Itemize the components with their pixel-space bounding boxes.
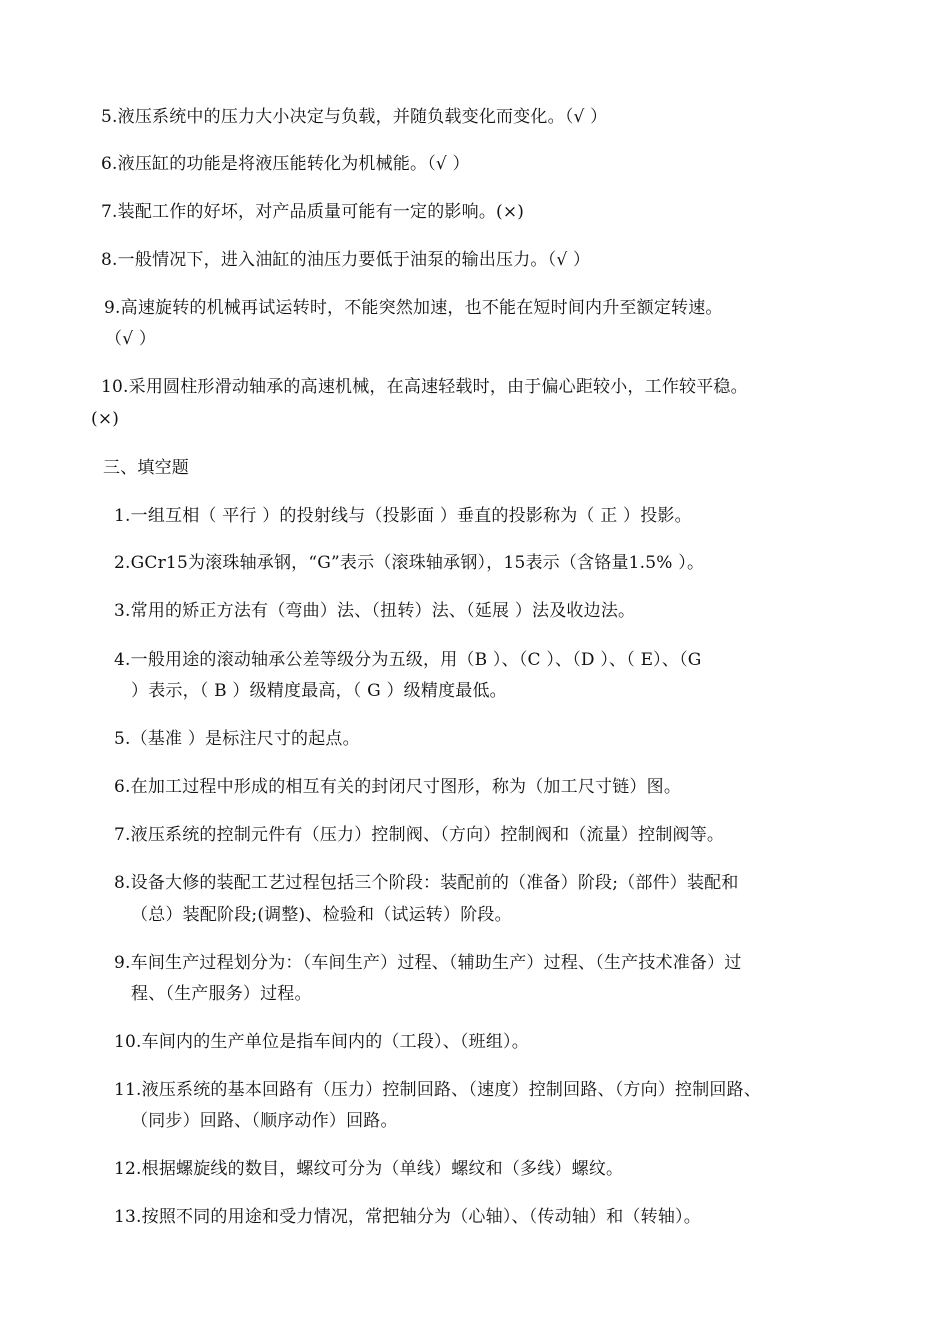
section-title: 三、填空题 [103, 458, 189, 478]
fill-item-9-line-1: 9.车间生产过程划分为：（车间生产）过程、（辅助生产）过程、（生产技术准备）过 [114, 953, 742, 973]
fill-item-1: 1.一组互相（ 平行 ）的投射线与（投影面 ）垂直的投影称为（ 正 ）投影。 [114, 506, 692, 526]
judgement-item-10-line-2: (×) [91, 409, 120, 429]
judgement-item-10-line-1: 10.采用圆柱形滑动轴承的高速机械，在高速轻载时，由于偏心距较小，工作较平稳。 [101, 377, 748, 397]
fill-item-7: 7.液压系统的控制元件有（压力）控制阀、（方向）控制阀和（流量）控制阀等。 [114, 825, 725, 845]
judgement-item-9-line-1: 9.高速旋转的机械再试运转时，不能突然加速，也不能在短时间内升至额定转速。 [104, 298, 723, 318]
fill-item-8-line-2: （总）装配阶段;(调整)、检验和（试运转）阶段。 [131, 905, 512, 925]
judgement-item-6: 6.液压缸的功能是将液压能转化为机械能。（√ ） [101, 154, 470, 174]
fill-item-12: 12.根据螺旋线的数目，螺纹可分为（单线）螺纹和（多线）螺纹。 [114, 1159, 624, 1179]
fill-item-4-line-2: ）表示，（ B ）级精度最高，（ G ）级精度最低。 [131, 681, 507, 701]
judgement-item-7: 7.装配工作的好坏，对产品质量可能有一定的影响。(×) [101, 202, 525, 222]
fill-item-4-line-1: 4.一般用途的滚动轴承公差等级分为五级，用（B ）、（C ）、（D ）、（ E）、（G [114, 650, 702, 670]
judgement-item-8: 8.一般情况下，进入油缸的油压力要低于油泵的输出压力。（√ ） [101, 250, 591, 270]
judgement-item-9-line-2: （√ ） [105, 329, 157, 349]
fill-item-9-line-2: 程、（生产服务）过程。 [131, 984, 312, 1004]
judgement-item-5: 5.液压系统中的压力大小决定与负载，并随负载变化而变化。（√ ） [101, 107, 608, 127]
fill-item-10: 10.车间内的生产单位是指车间内的（工段）、（班组）。 [114, 1032, 529, 1052]
fill-item-11-line-2: （同步）回路、（顺序动作）回路。 [131, 1111, 398, 1131]
fill-item-2: 2.GCr15为滚珠轴承钢，“G”表示（滚珠轴承钢），15表示（含铬量1.5% ）。 [114, 553, 705, 573]
fill-item-6: 6.在加工过程中形成的相互有关的封闭尺寸图形，称为（加工尺寸链）图。 [114, 777, 682, 797]
fill-item-13: 13.按照不同的用途和受力情况，常把轴分为（心轴）、（传动轴）和（转轴）。 [114, 1207, 701, 1227]
fill-item-8-line-1: 8.设备大修的装配工艺过程包括三个阶段：装配前的（准备）阶段;（部件）装配和 [114, 873, 739, 893]
fill-item-3: 3.常用的矫正方法有（弯曲）法、（扭转）法、（延展 ）法及收边法。 [114, 601, 636, 621]
fill-item-11-line-1: 11.液压系统的基本回路有（压力）控制回路、（速度）控制回路、（方向）控制回路、 [114, 1080, 762, 1100]
fill-item-5: 5.（基准 ）是标注尺寸的起点。 [114, 729, 360, 749]
